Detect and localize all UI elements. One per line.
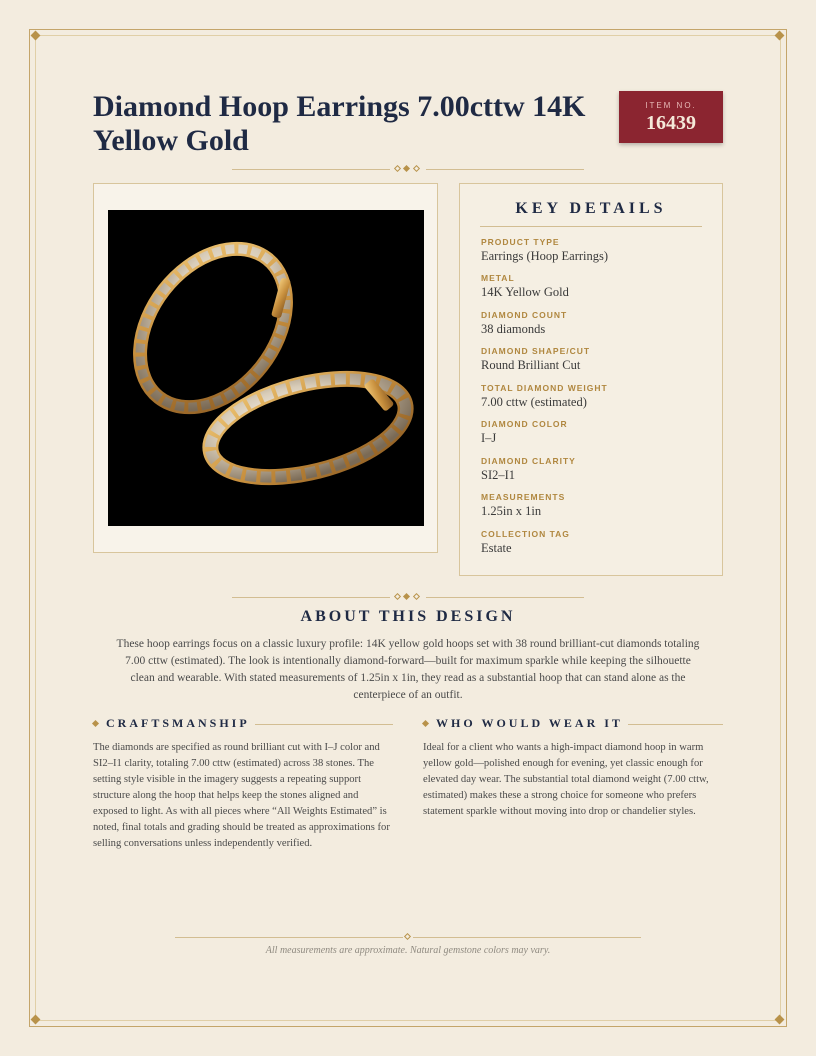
item-number: 16439 bbox=[646, 112, 696, 134]
detail-diamond-clarity bbox=[481, 456, 576, 483]
detail-collection-tag bbox=[481, 529, 570, 556]
craftsmanship-text: The diamonds are specified as round brilliant cut with I–J color and SI2–I1 clarity, totaling 7.00 cttw (estimated) across 38 stones. The setting style visible in the imagery suggests a repeating support structure along the hoop that helps keep the stones aligned and exposed to light. As with all pieces where “All Weights Estimated” is noted, final totals and grading should be treated as approximations for selling conversations unless independently verified. bbox=[93, 742, 390, 849]
detail-label: METAL bbox=[481, 273, 515, 283]
craftsmanship-heading: CRAFTSMANSHIP bbox=[106, 716, 250, 730]
wear-text: Ideal for a client who wants a high-impact diamond hoop in warm yellow gold—polished enough for evening, yet classic enough for elevated day wear. The substantial total diamond weight (7.00 cttw, estimated) makes these a strong choice for someone who prefers statement sparkle without moving into drop or chandelier styles. bbox=[423, 742, 709, 817]
item-number-label: ITEM NO. bbox=[645, 101, 697, 110]
key-details-heading: KEY DETAILS bbox=[515, 200, 667, 217]
detail-value: Round Brilliant Cut bbox=[481, 358, 581, 372]
about-heading: ABOUT THIS DESIGN bbox=[300, 608, 516, 625]
about-text: These hoop earrings focus on a classic luxury profile: 14K yellow gold hoops set with 38 round brilliant-cut diamonds totaling 7.00 cttw (estimated). The look is intentionally diamond-forward—built for maximum sparkle while keeping the silhouette clean and wearable. With stated measurements of 1.25in x 1in, they read as a substantial hoop that can stand alone as the centerpiece of an outfit. bbox=[116, 638, 700, 701]
detail-value: 38 diamonds bbox=[481, 322, 546, 336]
detail-value: 1.25in x 1in bbox=[481, 504, 542, 518]
detail-total-weight bbox=[481, 383, 608, 410]
hoop-earrings-image bbox=[108, 210, 424, 526]
detail-label: DIAMOND SHAPE/CUT bbox=[481, 346, 591, 356]
key-details-rule bbox=[480, 226, 702, 227]
item-number-badge bbox=[619, 91, 723, 143]
detail-diamond-count bbox=[481, 310, 567, 337]
detail-diamond-shape bbox=[481, 346, 590, 373]
detail-value: Earrings (Hoop Earrings) bbox=[481, 249, 609, 263]
footer-note: All measurements are approximate. Natural gemstone colors may vary. bbox=[265, 945, 551, 956]
detail-label: MEASUREMENTS bbox=[481, 492, 566, 502]
wear-heading: WHO WOULD WEAR IT bbox=[436, 716, 623, 730]
detail-label: PRODUCT TYPE bbox=[481, 237, 560, 247]
detail-label: DIAMOND CLARITY bbox=[481, 456, 576, 466]
product-photo bbox=[108, 210, 424, 526]
wear-rule bbox=[628, 724, 723, 725]
detail-product-type bbox=[481, 237, 608, 264]
detail-metal bbox=[481, 273, 569, 300]
key-details-panel bbox=[459, 183, 723, 576]
detail-measurements bbox=[481, 492, 565, 519]
craftsmanship-rule bbox=[255, 724, 393, 725]
product-title: Diamond Hoop Earrings 7.00cttw 14K Yellow Gold bbox=[93, 90, 586, 157]
detail-diamond-color bbox=[481, 419, 568, 446]
detail-label: TOTAL DIAMOND WEIGHT bbox=[481, 383, 608, 393]
detail-value: SI2–I1 bbox=[481, 468, 516, 482]
detail-label: DIAMOND COUNT bbox=[481, 310, 568, 320]
detail-value: 14K Yellow Gold bbox=[481, 285, 569, 299]
detail-label: DIAMOND COLOR bbox=[481, 419, 568, 429]
detail-value: 7.00 cttw (estimated) bbox=[481, 395, 587, 409]
detail-value: I–J bbox=[481, 431, 497, 445]
detail-label: COLLECTION TAG bbox=[481, 529, 570, 539]
detail-value: Estate bbox=[481, 541, 512, 555]
